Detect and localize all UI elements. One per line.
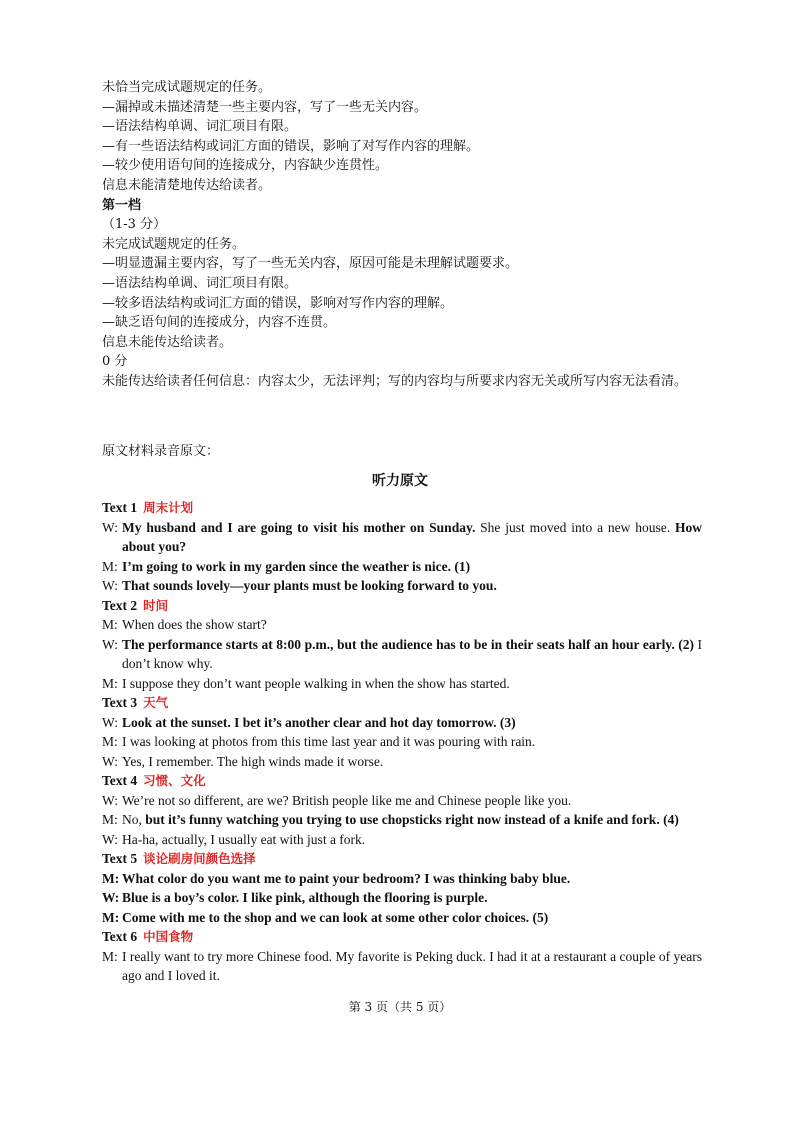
dialogue-text: No, <box>122 812 146 827</box>
text-topic: 中国食物 <box>143 929 194 944</box>
speaker-label: M: <box>102 617 118 632</box>
key-sentence: How about you? <box>122 519 702 554</box>
criteria-line: —漏掉或未描述清楚一些主要内容，写了一些无关内容。 <box>102 99 428 115</box>
dialogue-line <box>102 615 702 635</box>
criteria-line: 未完成试题规定的任务。 <box>102 236 246 252</box>
speaker-label: W: <box>102 714 118 730</box>
criteria-line: —缺乏语句间的连接成分，内容不连贯。 <box>102 315 337 331</box>
dialogue-line <box>102 713 702 733</box>
dialogue-text: We’re not so different, are we? British people like me and Chinese people like you. <box>122 792 572 808</box>
scoring-criteria <box>102 78 742 392</box>
speaker-label: W: <box>102 519 118 535</box>
key-sentence: Come with me to the shop and we can look at some other color choices. (5) <box>122 909 549 925</box>
text-topic: 天气 <box>143 695 169 710</box>
key-sentence: Look at the sunset. I bet it’s another clear and hot day tomorrow. (3) <box>122 714 516 730</box>
dialogue-text: Ha-ha, actually, I usually eat with just a fork. <box>122 831 366 847</box>
text-label: Text 1 <box>102 500 138 515</box>
text-heading <box>102 771 702 791</box>
criteria-line: —有一些语法结构或词汇方面的错误，影响了对写作内容的理解。 <box>102 138 480 154</box>
criteria-line: —语法结构单调、词汇项目有限。 <box>102 119 298 135</box>
criteria-line: —明显遗漏主要内容，写了一些无关内容，原因可能是未理解试题要求。 <box>102 256 519 272</box>
speaker-label: W: <box>102 636 118 652</box>
text-topic: 习惯、文化 <box>143 773 206 788</box>
criteria-line: 未能传达给读者任何信息：内容太少，无法评判；写的内容均与所要求内容无关或所写内容无法看清。 <box>102 373 688 389</box>
dialogue-line <box>102 635 702 674</box>
dialogue-text: She just moved into a new house. <box>475 519 675 535</box>
speaker-label: M: <box>102 870 120 886</box>
key-sentence: What color do you want me to paint your bedroom? I was thinking baby blue. <box>122 870 571 886</box>
key-sentence: Blue is a boy’s color. I like pink, although the flooring is purple. <box>122 890 488 905</box>
dialogue-line <box>102 908 702 928</box>
speaker-label: M: <box>102 812 118 827</box>
speaker-label: W: <box>102 753 118 769</box>
dialogue-line <box>102 830 702 850</box>
transcript-title: 听力原文 <box>372 473 428 489</box>
dialogue-text: Yes, I remember. The high winds made it worse. <box>122 753 384 769</box>
dialogue-line <box>102 518 702 557</box>
text-label: Text 2 <box>102 597 138 613</box>
text-heading <box>102 693 702 713</box>
speaker-label: M: <box>102 948 118 964</box>
key-sentence: I’m going to work in my garden since the weather is nice. (1) <box>122 558 471 574</box>
dialogue-line <box>102 888 702 908</box>
dialogue-line <box>102 810 702 830</box>
criteria-line: —较多语法结构或词汇方面的错误，影响对写作内容的理解。 <box>102 295 454 311</box>
criteria-line: 信息未能清楚地传达给读者。 <box>102 177 272 193</box>
dialogue-text: When does the show start? <box>122 617 267 632</box>
speaker-label: W: <box>102 890 120 905</box>
dialogue-line <box>102 732 702 752</box>
dialogue-text: I was looking at photos from this time last year and it was pouring with rain. <box>122 734 536 749</box>
text-topic: 周末计划 <box>143 500 194 515</box>
speaker-label: M: <box>102 675 118 691</box>
criteria-line: 信息未能传达给读者。 <box>102 334 233 350</box>
speaker-label: M: <box>102 909 120 925</box>
text-label: Text 4 <box>102 773 138 788</box>
dialogue-line <box>102 869 702 889</box>
text-heading <box>102 596 702 616</box>
dialogue-line <box>102 576 702 596</box>
dialogue-line <box>102 791 702 811</box>
zero-score: 0 分 <box>102 354 128 370</box>
text-label: Text 6 <box>102 929 138 944</box>
dialogue-text: I really want to try more Chinese food. My favorite is Peking duck. I had it at a restaurant a couple of years ago and I loved it. <box>122 948 702 983</box>
speaker-label: W: <box>102 578 118 593</box>
tier-score: （1-3 分） <box>102 217 167 233</box>
dialogue-line <box>102 947 702 986</box>
dialogue-text: I don’t know why. <box>122 636 702 671</box>
text-topic: 时间 <box>143 597 169 613</box>
dialogue-line <box>102 557 702 577</box>
key-sentence: but it’s funny watching you trying to use chopsticks right now instead of a knife and fork. (4) <box>145 812 679 827</box>
text-heading <box>102 927 702 947</box>
dialogue-text: I suppose they don’t want people walking in when the show has started. <box>122 675 510 691</box>
criteria-line: —语法结构单调、词汇项目有限。 <box>102 275 298 291</box>
dialogue-line <box>102 752 702 772</box>
dialogue-line <box>102 674 702 694</box>
text-label: Text 5 <box>102 851 138 866</box>
criteria-line: 未恰当完成试题规定的任务。 <box>102 80 272 95</box>
text-heading <box>102 849 702 869</box>
speaker-label: W: <box>102 792 118 808</box>
listening-transcript <box>102 498 702 986</box>
text-heading <box>102 498 702 518</box>
key-sentence: That sounds lovely—your plants must be looking forward to you. <box>122 578 497 593</box>
transcript-intro: 原文材料录音原文： <box>102 444 220 459</box>
page-footer: 第 3 页（共 5 页） <box>348 1000 452 1014</box>
speaker-label: M: <box>102 558 118 574</box>
speaker-label: W: <box>102 831 118 847</box>
tier-heading: 第一档 <box>102 197 142 213</box>
text-topic: 谈论刷房间颜色选择 <box>143 851 256 866</box>
key-sentence: The performance starts at 8:00 p.m., but the audience has to be in their seats half an hour early. (2) <box>122 636 694 652</box>
speaker-label: M: <box>102 734 118 749</box>
key-sentence: My husband and I are going to visit his mother on Sunday. <box>122 519 476 535</box>
criteria-line: —较少使用语句间的连接成分，内容缺少连贯性。 <box>102 158 389 174</box>
text-label: Text 3 <box>102 695 138 710</box>
